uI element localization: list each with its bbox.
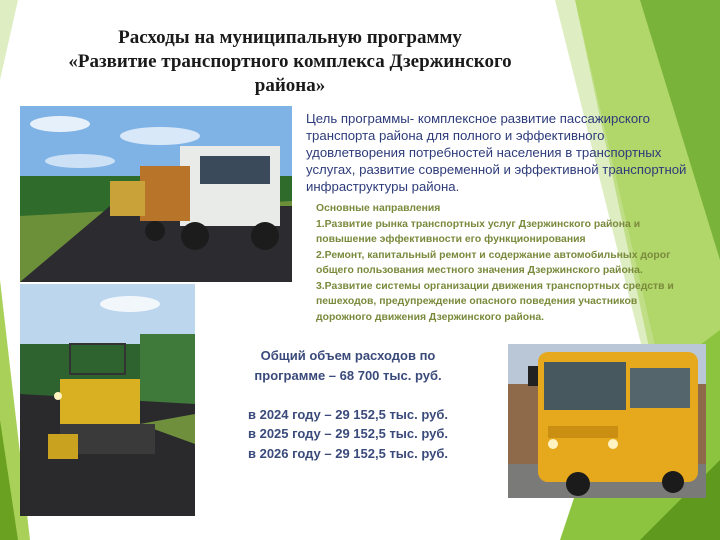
slide-title — [30, 26, 550, 98]
spacer — [222, 385, 474, 405]
directions-line: 1.Развитие рынка транспортных услуг Дзержинского района и — [316, 218, 641, 230]
expense-2026: в 2026 году – 29 152,5 тыс. руб. — [247, 445, 449, 461]
directions-line: 2.Ремонт, капитальный ремонт и содержание автомобильных дорог — [316, 249, 671, 261]
directions-heading: Основные направления — [316, 203, 441, 214]
total-line-1: Общий объем расходов по — [260, 348, 436, 363]
directions-line: общего пользования местного значения Дзержинского района. — [316, 265, 643, 276]
expense-2025: в 2025 году – 29 152,5 тыс. руб. — [247, 426, 449, 441]
program-goal: Цель программы- комплексное развитие пассажирского транспорта района для полного и эффективного удовлетворения потребностей населения в транспортных услугах, развитие современной и эффективной транспортной инфраструктуры района. — [306, 111, 687, 194]
directions-line: пешеходов, предупреждение опасного поведения участников — [316, 296, 638, 307]
directions-line: повышение эффективности его функционирования — [316, 234, 586, 245]
title-line-1: Расходы на муниципальную программу — [118, 27, 462, 48]
expenses-summary — [222, 346, 474, 463]
main-directions — [316, 201, 696, 325]
directions-line: дорожного движения Дзержинского района. — [316, 311, 545, 323]
expense-2024: в 2024 году – 29 152,5 тыс. руб. — [247, 406, 449, 422]
title-line-2: «Развитие транспортного комплекса Дзержинского — [68, 51, 512, 72]
title-line-3: района» — [254, 75, 326, 96]
photo-school-bus — [508, 344, 706, 498]
photo-road-paving — [20, 106, 292, 282]
directions-line: 3.Развитие системы организации движения транспортных средств и — [316, 280, 674, 292]
photo-road-roller — [20, 284, 195, 516]
total-line-2: программе – 68 700 тыс. руб. — [254, 367, 442, 383]
